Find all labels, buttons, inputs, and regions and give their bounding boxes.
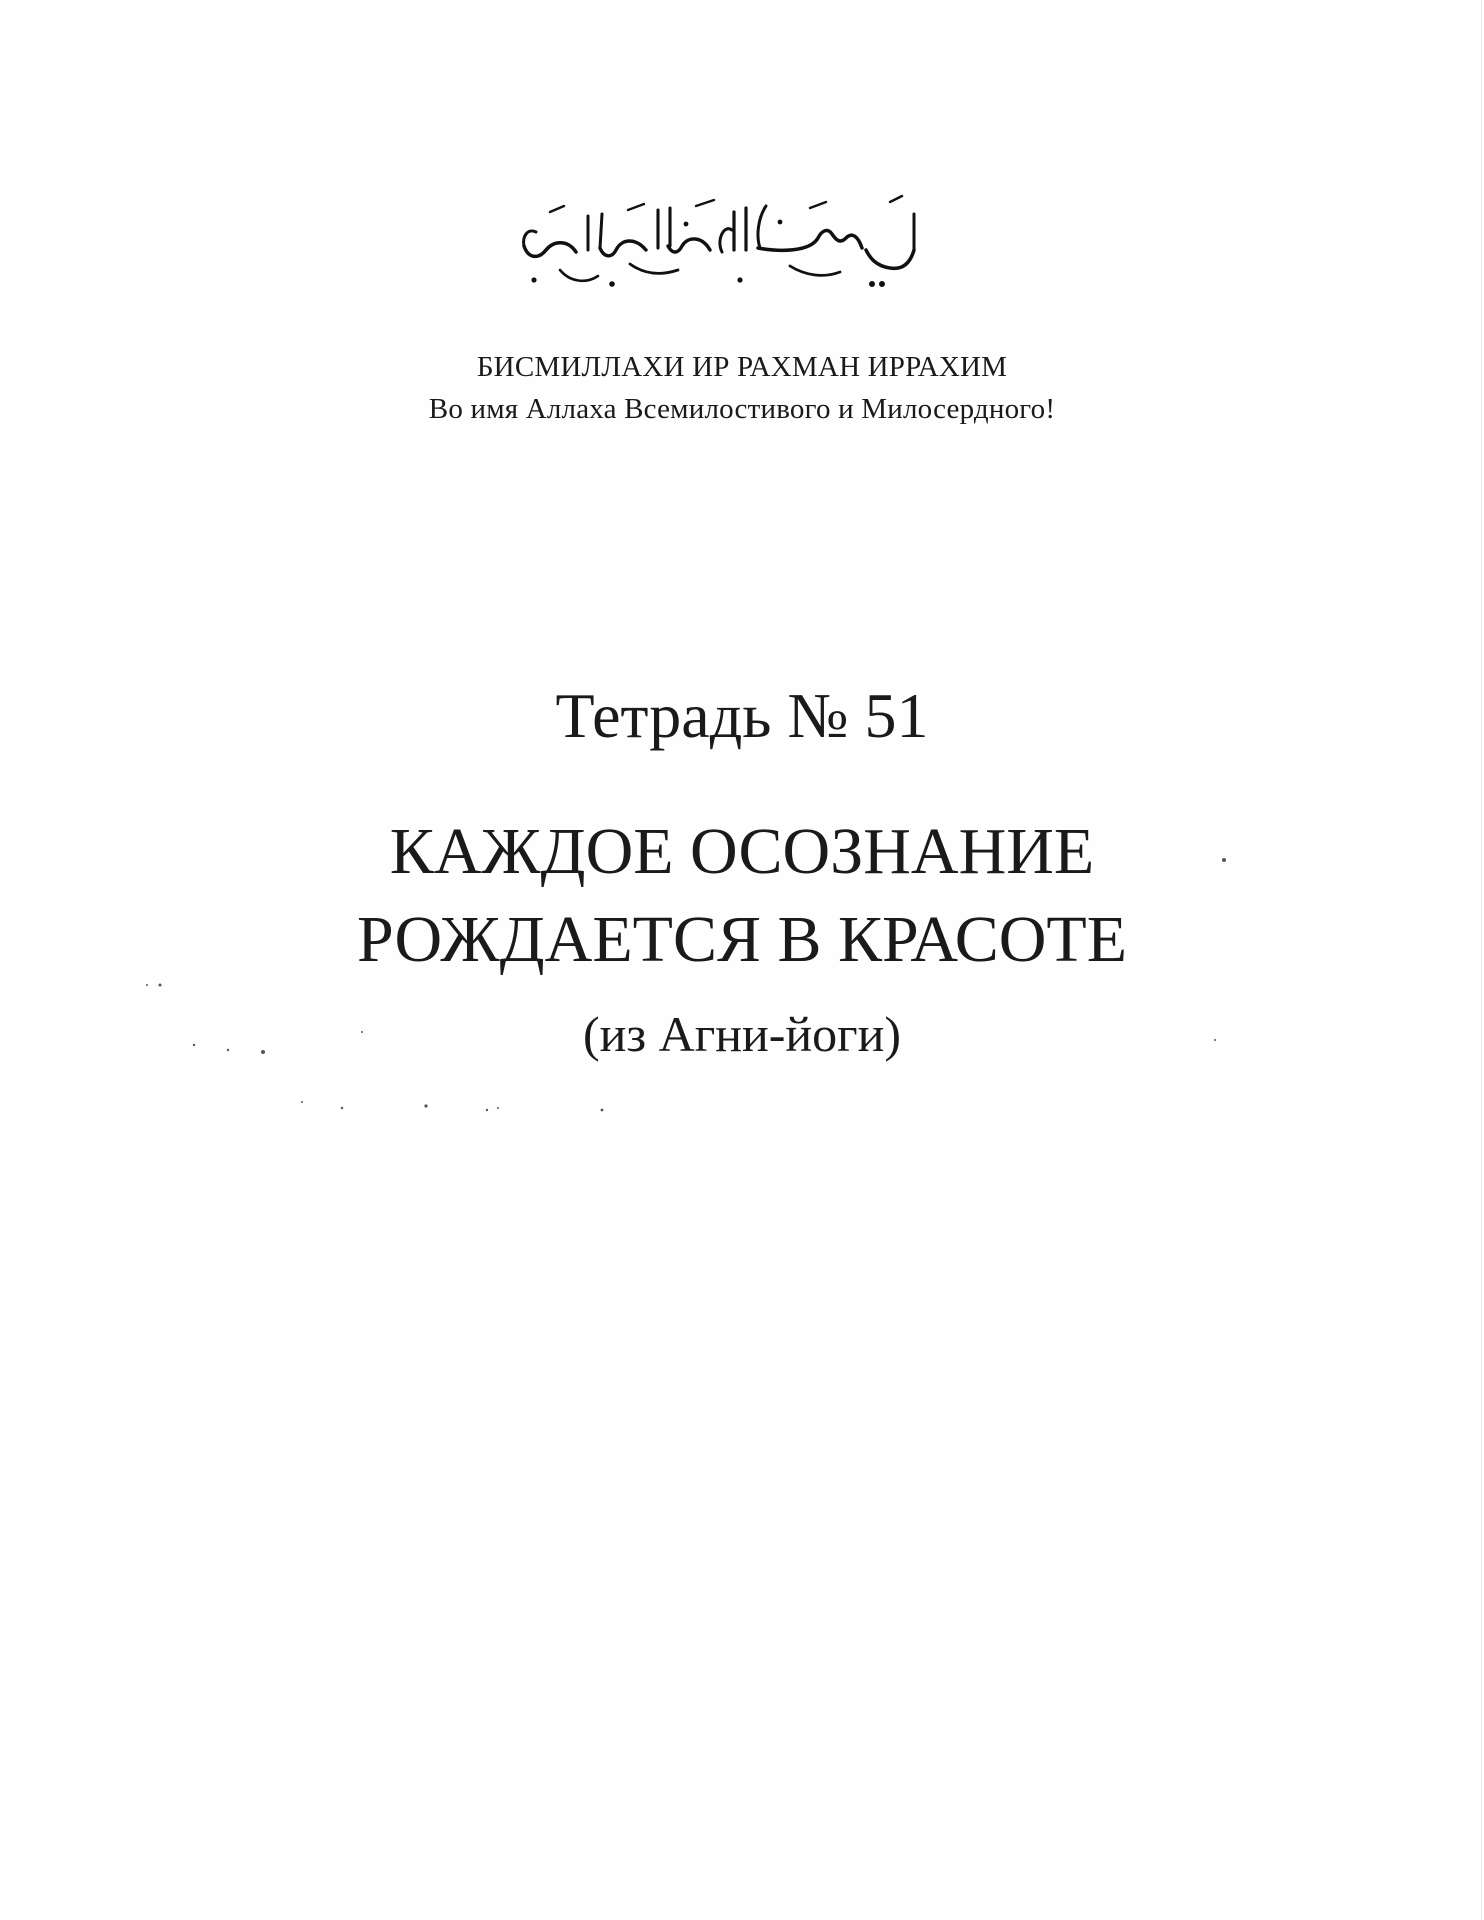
main-title-line-2: РОЖДАЕТСЯ В КРАСОТЕ (356, 903, 1128, 976)
main-title (0, 808, 1484, 984)
subtitle: (из Агни-йоги) (582, 1006, 902, 1062)
bismillah-header (0, 346, 1484, 430)
bismillah-calligraphy-image (510, 188, 926, 294)
notebook-number: Тетрадь № 51 (555, 680, 929, 751)
bismillah-transliteration: БИСМИЛЛАХИ ИР РАХМАН ИРРАХИМ (476, 351, 1008, 383)
main-title-line-1: КАЖДОЕ ОСОЗНАНИЕ (389, 815, 1095, 888)
bismillah-translation: Во имя Аллаха Всемилостивого и Милосердного! (428, 393, 1056, 425)
